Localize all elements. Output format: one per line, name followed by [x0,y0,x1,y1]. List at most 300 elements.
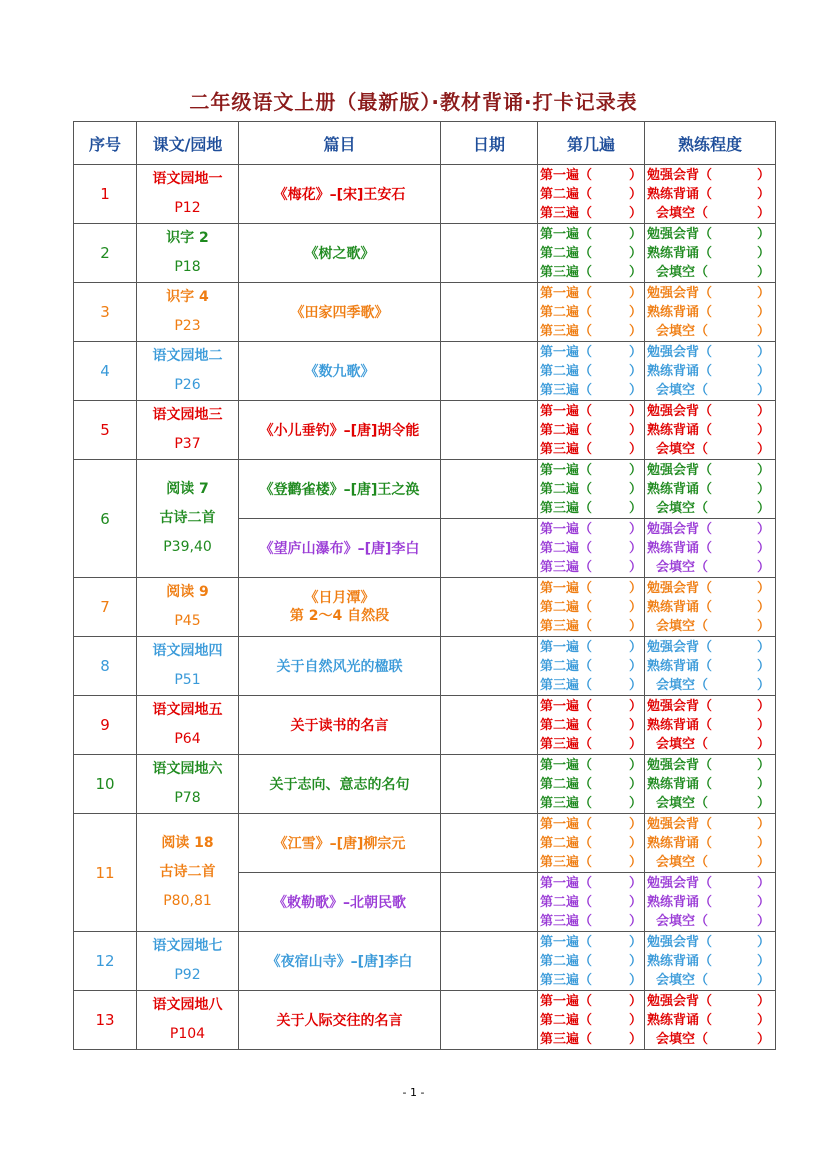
pass-checks[interactable] [538,696,645,755]
pass-line[interactable] [540,1011,642,1030]
pass-label: 第二遍（ [540,717,593,733]
proficiency-label: 熟练背诵（ [647,599,713,615]
close-paren: ） [628,245,642,261]
proficiency-label: 熟练背诵（ [647,717,713,733]
lesson-line: 古诗二首 [159,864,216,880]
close-paren: ） [756,816,770,832]
proficiency-line[interactable] [647,461,773,480]
lesson-line: 识字 2 [166,230,209,246]
close-paren: ） [628,344,642,360]
close-paren: ） [628,521,642,537]
close-paren: ） [628,500,642,516]
proficiency-line[interactable] [647,303,773,322]
date-cell[interactable] [441,932,538,991]
proficiency-line[interactable] [647,794,773,813]
text-title: 《敕勒歌》–北朝民歌 [239,873,441,932]
pass-line[interactable] [540,676,642,695]
proficiency-line[interactable] [647,263,773,282]
pass-label: 第三遍（ [540,264,593,280]
pass-label: 第一遍（ [540,698,593,714]
pass-label: 第二遍（ [540,894,593,910]
pass-line[interactable] [540,558,642,577]
proficiency-label: 会填空（ [656,323,709,339]
close-paren: ） [756,1012,770,1028]
date-cell[interactable] [441,342,538,401]
pass-line[interactable] [540,697,642,716]
close-paren: ） [628,894,642,910]
proficiency-line[interactable] [647,992,773,1011]
pass-checks[interactable] [538,755,645,814]
pass-line[interactable] [540,657,642,676]
pass-line[interactable] [540,716,642,735]
table-row [74,578,776,637]
proficiency-label: 会填空（ [656,972,709,988]
close-paren: ） [628,993,642,1009]
proficiency-label: 勉强会背（ [647,403,713,419]
close-paren: ） [628,953,642,969]
proficiency-line[interactable] [647,657,773,676]
proficiency-line[interactable] [647,775,773,794]
close-paren: ） [628,363,642,379]
close-paren: ） [756,540,770,556]
pass-line[interactable] [540,185,642,204]
pass-label: 第一遍（ [540,757,593,773]
proficiency-line[interactable] [647,284,773,303]
lesson-line: 语文园地二 [152,348,223,364]
close-paren: ） [628,972,642,988]
pass-line[interactable] [540,893,642,912]
close-paren: ） [628,776,642,792]
proficiency-label: 熟练背诵（ [647,186,713,202]
date-cell[interactable] [441,991,538,1050]
pass-line[interactable] [540,815,642,834]
proficiency-line[interactable] [647,697,773,716]
proficiency-line[interactable] [647,499,773,518]
pass-label: 第二遍（ [540,481,593,497]
proficiency-line[interactable] [647,933,773,952]
close-paren: ） [756,264,770,280]
date-cell[interactable] [441,165,538,224]
table-row [74,696,776,755]
close-paren: ） [628,226,642,242]
pass-line[interactable] [540,756,642,775]
pass-line[interactable] [540,952,642,971]
date-cell[interactable] [441,224,538,283]
pass-line[interactable] [540,933,642,952]
proficiency-line[interactable] [647,244,773,263]
lesson-line: P12 [174,200,201,216]
close-paren: ） [756,677,770,693]
pass-checks[interactable] [538,578,645,637]
proficiency-checks[interactable] [645,696,776,755]
page-number: - 1 - [402,1086,425,1099]
pass-line[interactable] [540,539,642,558]
proficiency-label: 会填空（ [656,559,709,575]
proficiency-checks[interactable] [645,283,776,342]
date-cell[interactable] [441,283,538,342]
pass-line[interactable] [540,421,642,440]
pass-line[interactable] [540,912,642,931]
proficiency-line[interactable] [647,579,773,598]
proficiency-checks[interactable] [645,873,776,932]
pass-label: 第二遍（ [540,540,593,556]
pass-label: 第二遍（ [540,835,593,851]
close-paren: ） [628,540,642,556]
proficiency-label: 会填空（ [656,913,709,929]
proficiency-line[interactable] [647,617,773,636]
proficiency-line[interactable] [647,756,773,775]
pass-line[interactable] [540,440,642,459]
proficiency-line[interactable] [647,853,773,872]
row-number: 8 [74,637,137,696]
pass-checks[interactable] [538,401,645,460]
pass-line[interactable] [540,874,642,893]
proficiency-line[interactable] [647,343,773,362]
proficiency-label: 勉强会背（ [647,639,713,655]
pass-line[interactable] [540,381,642,400]
pass-label: 第二遍（ [540,186,593,202]
close-paren: ） [756,717,770,733]
proficiency-label: 会填空（ [656,205,709,221]
proficiency-label: 熟练背诵（ [647,835,713,851]
date-cell[interactable] [441,873,538,932]
close-paren: ） [756,599,770,615]
close-paren: ） [628,441,642,457]
pass-line[interactable] [540,480,642,499]
proficiency-label: 勉强会背（ [647,285,713,301]
header-lesson: 课文/园地 [137,122,239,165]
close-paren: ） [756,972,770,988]
pass-line[interactable] [540,735,642,754]
pass-line[interactable] [540,638,642,657]
close-paren: ） [756,835,770,851]
pass-label: 第一遍（ [540,344,593,360]
proficiency-line[interactable] [647,1011,773,1030]
lesson-cell [137,755,239,814]
pass-label: 第三遍（ [540,323,593,339]
pass-line[interactable] [540,343,642,362]
proficiency-line[interactable] [647,735,773,754]
pass-checks[interactable] [538,519,645,578]
proficiency-label: 会填空（ [656,677,709,693]
text-title: 《数九歌》 [239,342,441,401]
pass-line[interactable] [540,775,642,794]
proficiency-line[interactable] [647,874,773,893]
proficiency-label: 熟练背诵（ [647,1012,713,1028]
row-number: 3 [74,283,137,342]
proficiency-line[interactable] [647,381,773,400]
date-cell[interactable] [441,637,538,696]
close-paren: ） [628,875,642,891]
proficiency-checks[interactable] [645,755,776,814]
pass-label: 第三遍（ [540,382,593,398]
pass-label: 第三遍（ [540,205,593,221]
table-row [74,991,776,1050]
lesson-cell [137,460,239,578]
proficiency-label: 会填空（ [656,382,709,398]
close-paren: ） [628,462,642,478]
pass-label: 第一遍（ [540,167,593,183]
pass-line[interactable] [540,598,642,617]
proficiency-checks[interactable] [645,342,776,401]
pass-line[interactable] [540,322,642,341]
date-cell[interactable] [441,519,538,578]
pass-label: 第一遍（ [540,521,593,537]
pass-line[interactable] [540,499,642,518]
proficiency-label: 熟练背诵（ [647,245,713,261]
lesson-cell [137,637,239,696]
close-paren: ） [628,382,642,398]
header-row [74,122,776,165]
pass-checks[interactable] [538,342,645,401]
proficiency-label: 会填空（ [656,736,709,752]
proficiency-line[interactable] [647,185,773,204]
lesson-cell [137,578,239,637]
pass-line[interactable] [540,520,642,539]
proficiency-line[interactable] [647,952,773,971]
row-number: 2 [74,224,137,283]
pass-line[interactable] [540,992,642,1011]
text-title: 《梅花》–[宋]王安石 [239,165,441,224]
row-number: 9 [74,696,137,755]
pass-checks[interactable] [538,991,645,1050]
pass-label: 第二遍（ [540,422,593,438]
pass-label: 第一遍（ [540,639,593,655]
proficiency-label: 勉强会背（ [647,757,713,773]
date-cell[interactable] [441,578,538,637]
lesson-line: 语文园地五 [152,702,223,718]
close-paren: ） [756,285,770,301]
header-text: 篇目 [239,122,441,165]
lesson-cell [137,696,239,755]
proficiency-checks[interactable] [645,460,776,519]
close-paren: ） [756,226,770,242]
lesson-cell [137,932,239,991]
row-number: 6 [74,460,137,578]
proficiency-label: 勉强会背（ [647,580,713,596]
pass-label: 第三遍（ [540,795,593,811]
proficiency-line[interactable] [647,322,773,341]
proficiency-line[interactable] [647,225,773,244]
close-paren: ） [756,757,770,773]
close-paren: ） [628,717,642,733]
close-paren: ） [628,599,642,615]
date-cell[interactable] [441,814,538,873]
close-paren: ） [756,580,770,596]
proficiency-checks[interactable] [645,991,776,1050]
pass-checks[interactable] [538,814,645,873]
close-paren: ） [628,639,642,655]
pass-label: 第一遍（ [540,816,593,832]
row-number: 13 [74,991,137,1050]
pass-label: 第三遍（ [540,736,593,752]
proficiency-line[interactable] [647,716,773,735]
table-row [74,283,776,342]
pass-checks[interactable] [538,932,645,991]
date-cell[interactable] [441,755,538,814]
proficiency-checks[interactable] [645,578,776,637]
proficiency-line[interactable] [647,893,773,912]
pass-line[interactable] [540,303,642,322]
text-title: 《日月潭》 第 2～4 自然段 [239,578,441,637]
text-title: 《江雪》–[唐]柳宗元 [239,814,441,873]
close-paren: ） [628,1031,642,1047]
proficiency-label: 熟练背诵（ [647,363,713,379]
pass-checks[interactable] [538,637,645,696]
pass-line[interactable] [540,617,642,636]
proficiency-label: 勉强会背（ [647,167,713,183]
lesson-line: 语文园地四 [152,643,223,659]
close-paren: ） [756,698,770,714]
proficiency-line[interactable] [647,971,773,990]
pass-checks[interactable] [538,460,645,519]
proficiency-label: 勉强会背（ [647,226,713,242]
lesson-line: P78 [174,790,201,806]
pass-line[interactable] [540,244,642,263]
close-paren: ） [756,304,770,320]
date-cell[interactable] [441,460,538,519]
proficiency-label: 熟练背诵（ [647,481,713,497]
pass-label: 第一遍（ [540,875,593,891]
proficiency-line[interactable] [647,520,773,539]
close-paren: ） [628,580,642,596]
proficiency-checks[interactable] [645,519,776,578]
pass-checks[interactable] [538,873,645,932]
close-paren: ） [756,618,770,634]
proficiency-label: 会填空（ [656,854,709,870]
pass-line[interactable] [540,402,642,421]
table-row [74,401,776,460]
pass-line[interactable] [540,263,642,282]
close-paren: ） [756,795,770,811]
close-paren: ） [756,382,770,398]
proficiency-line[interactable] [647,402,773,421]
row-number: 5 [74,401,137,460]
pass-label: 第一遍（ [540,403,593,419]
lesson-cell [137,814,239,932]
close-paren: ） [756,344,770,360]
pass-label: 第一遍（ [540,993,593,1009]
close-paren: ） [756,934,770,950]
recitation-table [73,121,776,1050]
proficiency-line[interactable] [647,1030,773,1049]
pass-label: 第一遍（ [540,462,593,478]
page-title: 二年级语文上册（最新版）·教材背诵·打卡记录表 [189,90,638,114]
lesson-line: 语文园地一 [152,171,223,187]
pass-line[interactable] [540,166,642,185]
proficiency-label: 熟练背诵（ [647,658,713,674]
proficiency-line[interactable] [647,676,773,695]
close-paren: ） [628,205,642,221]
lesson-line: 语文园地七 [152,938,223,954]
header-date: 日期 [441,122,538,165]
pass-checks[interactable] [538,165,645,224]
lesson-line: P80,81 [163,893,212,909]
close-paren: ） [628,559,642,575]
proficiency-line[interactable] [647,598,773,617]
pass-line[interactable] [540,362,642,381]
pass-line[interactable] [540,794,642,813]
proficiency-line[interactable] [647,912,773,931]
proficiency-line[interactable] [647,539,773,558]
header-proficiency: 熟练程度 [645,122,776,165]
proficiency-label: 熟练背诵（ [647,953,713,969]
lesson-line: 古诗二首 [159,510,216,526]
proficiency-line[interactable] [647,166,773,185]
pass-label: 第二遍（ [540,304,593,320]
pass-line[interactable] [540,834,642,853]
row-number: 7 [74,578,137,637]
row-number: 4 [74,342,137,401]
proficiency-label: 会填空（ [656,264,709,280]
close-paren: ） [756,462,770,478]
proficiency-label: 会填空（ [656,618,709,634]
date-cell[interactable] [441,401,538,460]
table-row [74,814,776,873]
proficiency-checks[interactable] [645,165,776,224]
text-title: 《小儿垂钓》–[唐]胡令能 [239,401,441,460]
pass-checks[interactable] [538,224,645,283]
proficiency-line[interactable] [647,204,773,223]
proficiency-line[interactable] [647,638,773,657]
lesson-cell [137,342,239,401]
proficiency-label: 勉强会背（ [647,934,713,950]
proficiency-line[interactable] [647,480,773,499]
pass-line[interactable] [540,204,642,223]
close-paren: ） [628,422,642,438]
pass-checks[interactable] [538,283,645,342]
lesson-line: P92 [174,967,201,983]
pass-line[interactable] [540,284,642,303]
proficiency-checks[interactable] [645,932,776,991]
pass-label: 第三遍（ [540,854,593,870]
row-number: 10 [74,755,137,814]
pass-line[interactable] [540,971,642,990]
lesson-cell [137,165,239,224]
pass-line[interactable] [540,853,642,872]
proficiency-line[interactable] [647,362,773,381]
row-number: 12 [74,932,137,991]
proficiency-checks[interactable] [645,224,776,283]
close-paren: ） [756,422,770,438]
proficiency-line[interactable] [647,834,773,853]
pass-label: 第三遍（ [540,972,593,988]
pass-line[interactable] [540,225,642,244]
proficiency-line[interactable] [647,815,773,834]
proficiency-checks[interactable] [645,814,776,873]
proficiency-checks[interactable] [645,637,776,696]
pass-line[interactable] [540,1030,642,1049]
close-paren: ） [756,776,770,792]
date-cell[interactable] [441,696,538,755]
pass-label: 第二遍（ [540,245,593,261]
close-paren: ） [756,167,770,183]
pass-line[interactable] [540,461,642,480]
proficiency-label: 会填空（ [656,441,709,457]
pass-line[interactable] [540,579,642,598]
close-paren: ） [628,264,642,280]
proficiency-label: 会填空（ [656,795,709,811]
proficiency-line[interactable] [647,558,773,577]
proficiency-checks[interactable] [645,401,776,460]
proficiency-line[interactable] [647,440,773,459]
lesson-line: P18 [174,259,201,275]
lesson-line: 语文园地八 [152,997,223,1013]
close-paren: ） [756,1031,770,1047]
close-paren: ） [628,816,642,832]
pass-label: 第三遍（ [540,618,593,634]
proficiency-line[interactable] [647,421,773,440]
